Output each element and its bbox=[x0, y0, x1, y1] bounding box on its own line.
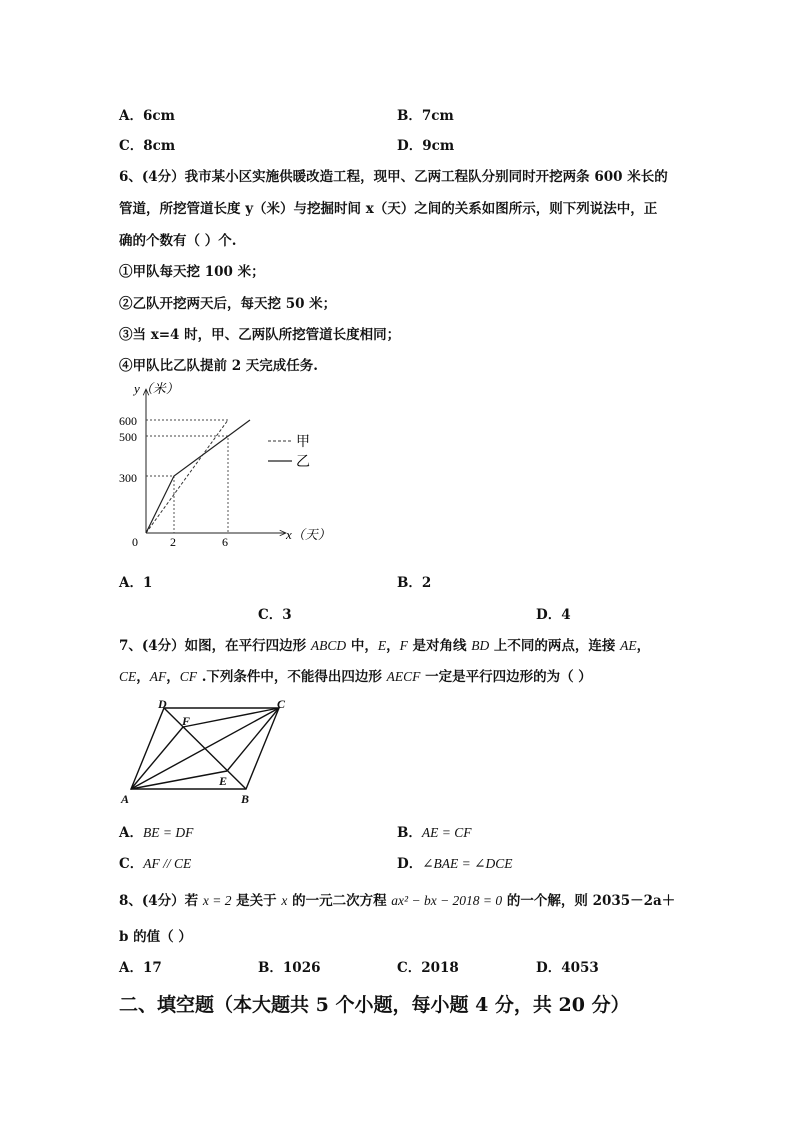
q6-option-c: C．3 bbox=[258, 607, 292, 623]
vertex-d-label: D bbox=[158, 697, 167, 711]
origin-label: 0 bbox=[132, 535, 138, 549]
q7-option-c: C．AF // CE bbox=[119, 856, 192, 872]
q7-option-b: B．AE = CF bbox=[397, 825, 472, 841]
q6-line-3: 确的个数有（ ）个. bbox=[119, 233, 237, 249]
q8-option-d: D．4053 bbox=[536, 960, 599, 976]
point-e-label: E bbox=[219, 774, 228, 788]
q7-option-a: A．BE = DF bbox=[119, 825, 194, 841]
q7-line-2: CE，AF，CF .下列条件中，不能得出四边形 AECF 一定是平行四边形的为（ ） bbox=[119, 669, 592, 685]
point-f-label: F bbox=[182, 714, 191, 728]
diagonal-ac bbox=[131, 708, 279, 789]
q6-line-2: 管道，所挖管道长度 y（米）与挖掘时间 x（天）之间的关系如图所示，则下列说法中，正 bbox=[119, 201, 658, 217]
segment-ae bbox=[131, 771, 227, 789]
q7-parallelogram-figure bbox=[115, 696, 300, 808]
option-c: C．8cm bbox=[119, 138, 176, 154]
y-axis-label: y（米） bbox=[134, 381, 179, 396]
q8-line-1: 8、(4分）若 x = 2 是关于 x 的一元二次方程 ax² − bx − 2018 = 0 的一个解，则 2035－2a＋ bbox=[119, 893, 676, 909]
option-b: B．7cm bbox=[397, 108, 454, 124]
segment-af bbox=[131, 727, 183, 789]
q8-option-a: A．17 bbox=[119, 960, 162, 976]
q6-statement-2: ②乙队开挖两天后，每天挖 50 米； bbox=[119, 296, 337, 312]
vertex-b-label: B bbox=[241, 792, 250, 806]
y-tick-300: 300 bbox=[119, 471, 137, 485]
q8-line-2: b 的值（ ） bbox=[119, 929, 192, 945]
q6-statement-1: ①甲队每天挖 100 米； bbox=[119, 264, 265, 280]
q6-option-b: B．2 bbox=[397, 575, 432, 591]
option-a: A．6cm bbox=[119, 108, 175, 124]
legend-yi-label: 乙 bbox=[296, 455, 310, 470]
q6-option-a: A．1 bbox=[119, 575, 153, 591]
option-d: D．9cm bbox=[397, 138, 455, 154]
q6-option-d: D．4 bbox=[536, 607, 571, 623]
x-tick-6: 6 bbox=[222, 535, 228, 549]
q8-option-c: C．2018 bbox=[397, 960, 459, 976]
q7-line-1: 7、(4分）如图，在平行四边形 ABCD 中，E，F 是对角线 BD 上不同的两点，连接 AE， bbox=[119, 638, 651, 654]
segment-cf bbox=[183, 708, 279, 727]
y-tick-500: 500 bbox=[119, 430, 137, 444]
q6-line-chart bbox=[110, 375, 360, 555]
guide-500 bbox=[146, 436, 228, 533]
q6-statement-4: ④甲队比乙队提前 2 天完成任务. bbox=[119, 358, 318, 374]
vertex-a-label: A bbox=[121, 792, 130, 806]
y-tick-600: 600 bbox=[119, 414, 137, 428]
section-2-heading: 二、填空题（本大题共 5 个小题，每小题 4 分，共 20 分） bbox=[119, 994, 630, 1016]
vertex-c-label: C bbox=[277, 697, 286, 711]
q8-option-b: B．1026 bbox=[258, 960, 321, 976]
series-jia-line bbox=[146, 420, 228, 533]
series-yi-line bbox=[146, 420, 250, 533]
x-axis-label: x（天） bbox=[286, 527, 331, 542]
legend-jia-label: 甲 bbox=[296, 435, 310, 450]
q6-statement-3: ③当 x=4 时，甲、乙两队所挖管道长度相同； bbox=[119, 327, 401, 343]
x-tick-2: 2 bbox=[170, 535, 176, 549]
q7-option-d: D．∠BAE = ∠DCE bbox=[397, 856, 513, 872]
q6-line-1: 6、(4分）我市某小区实施供暖改造工程，现甲、乙两工程队分别同时开挖两条 600 米长的 bbox=[119, 169, 668, 185]
